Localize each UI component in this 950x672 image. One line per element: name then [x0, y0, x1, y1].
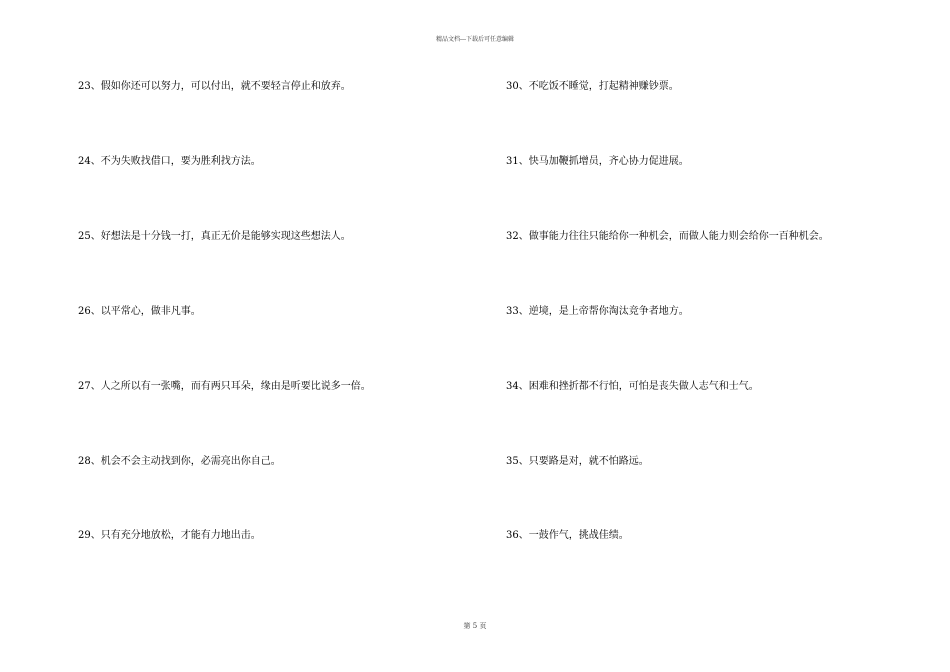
list-item: 36、一鼓作气，挑战佳绩。: [506, 530, 629, 541]
list-item: 25、好想法是十分钱一打，真正无价是能够实现这些想法人。: [78, 231, 351, 242]
list-item: 34、困难和挫折都不行怕，可怕是丧失做人志气和士气。: [506, 381, 759, 392]
list-item: 27、人之所以有一张嘴，而有两只耳朵，缘由是听要比说多一倍。: [78, 381, 371, 392]
page-header: 精品文档---下载后可任意编辑: [435, 36, 515, 43]
list-item: 26、以平常心，做非凡事。: [78, 306, 201, 317]
list-item: 35、只要路是对，就不怕路远。: [506, 456, 649, 467]
list-item: 33、逆境，是上帝帮你淘汰竞争者地方。: [506, 306, 689, 317]
page-number: 第 5 页: [463, 622, 487, 630]
list-item: 28、机会不会主动找到你，必需亮出你自己。: [78, 456, 281, 467]
list-item: 24、不为失败找借口，要为胜利找方法。: [78, 156, 261, 167]
list-item: 32、做事能力往往只能给你一种机会，而做人能力则会给你一百种机会。: [506, 231, 829, 242]
list-item: 30、不吃饭不睡觉，打起精神赚钞票。: [506, 81, 679, 92]
list-item: 31、快马加鞭抓增员，齐心协力促进展。: [506, 156, 689, 167]
list-item: 29、只有充分地放松，才能有力地出击。: [78, 530, 261, 541]
list-item: 23、假如你还可以努力，可以付出，就不要轻言停止和放弃。: [78, 81, 351, 92]
